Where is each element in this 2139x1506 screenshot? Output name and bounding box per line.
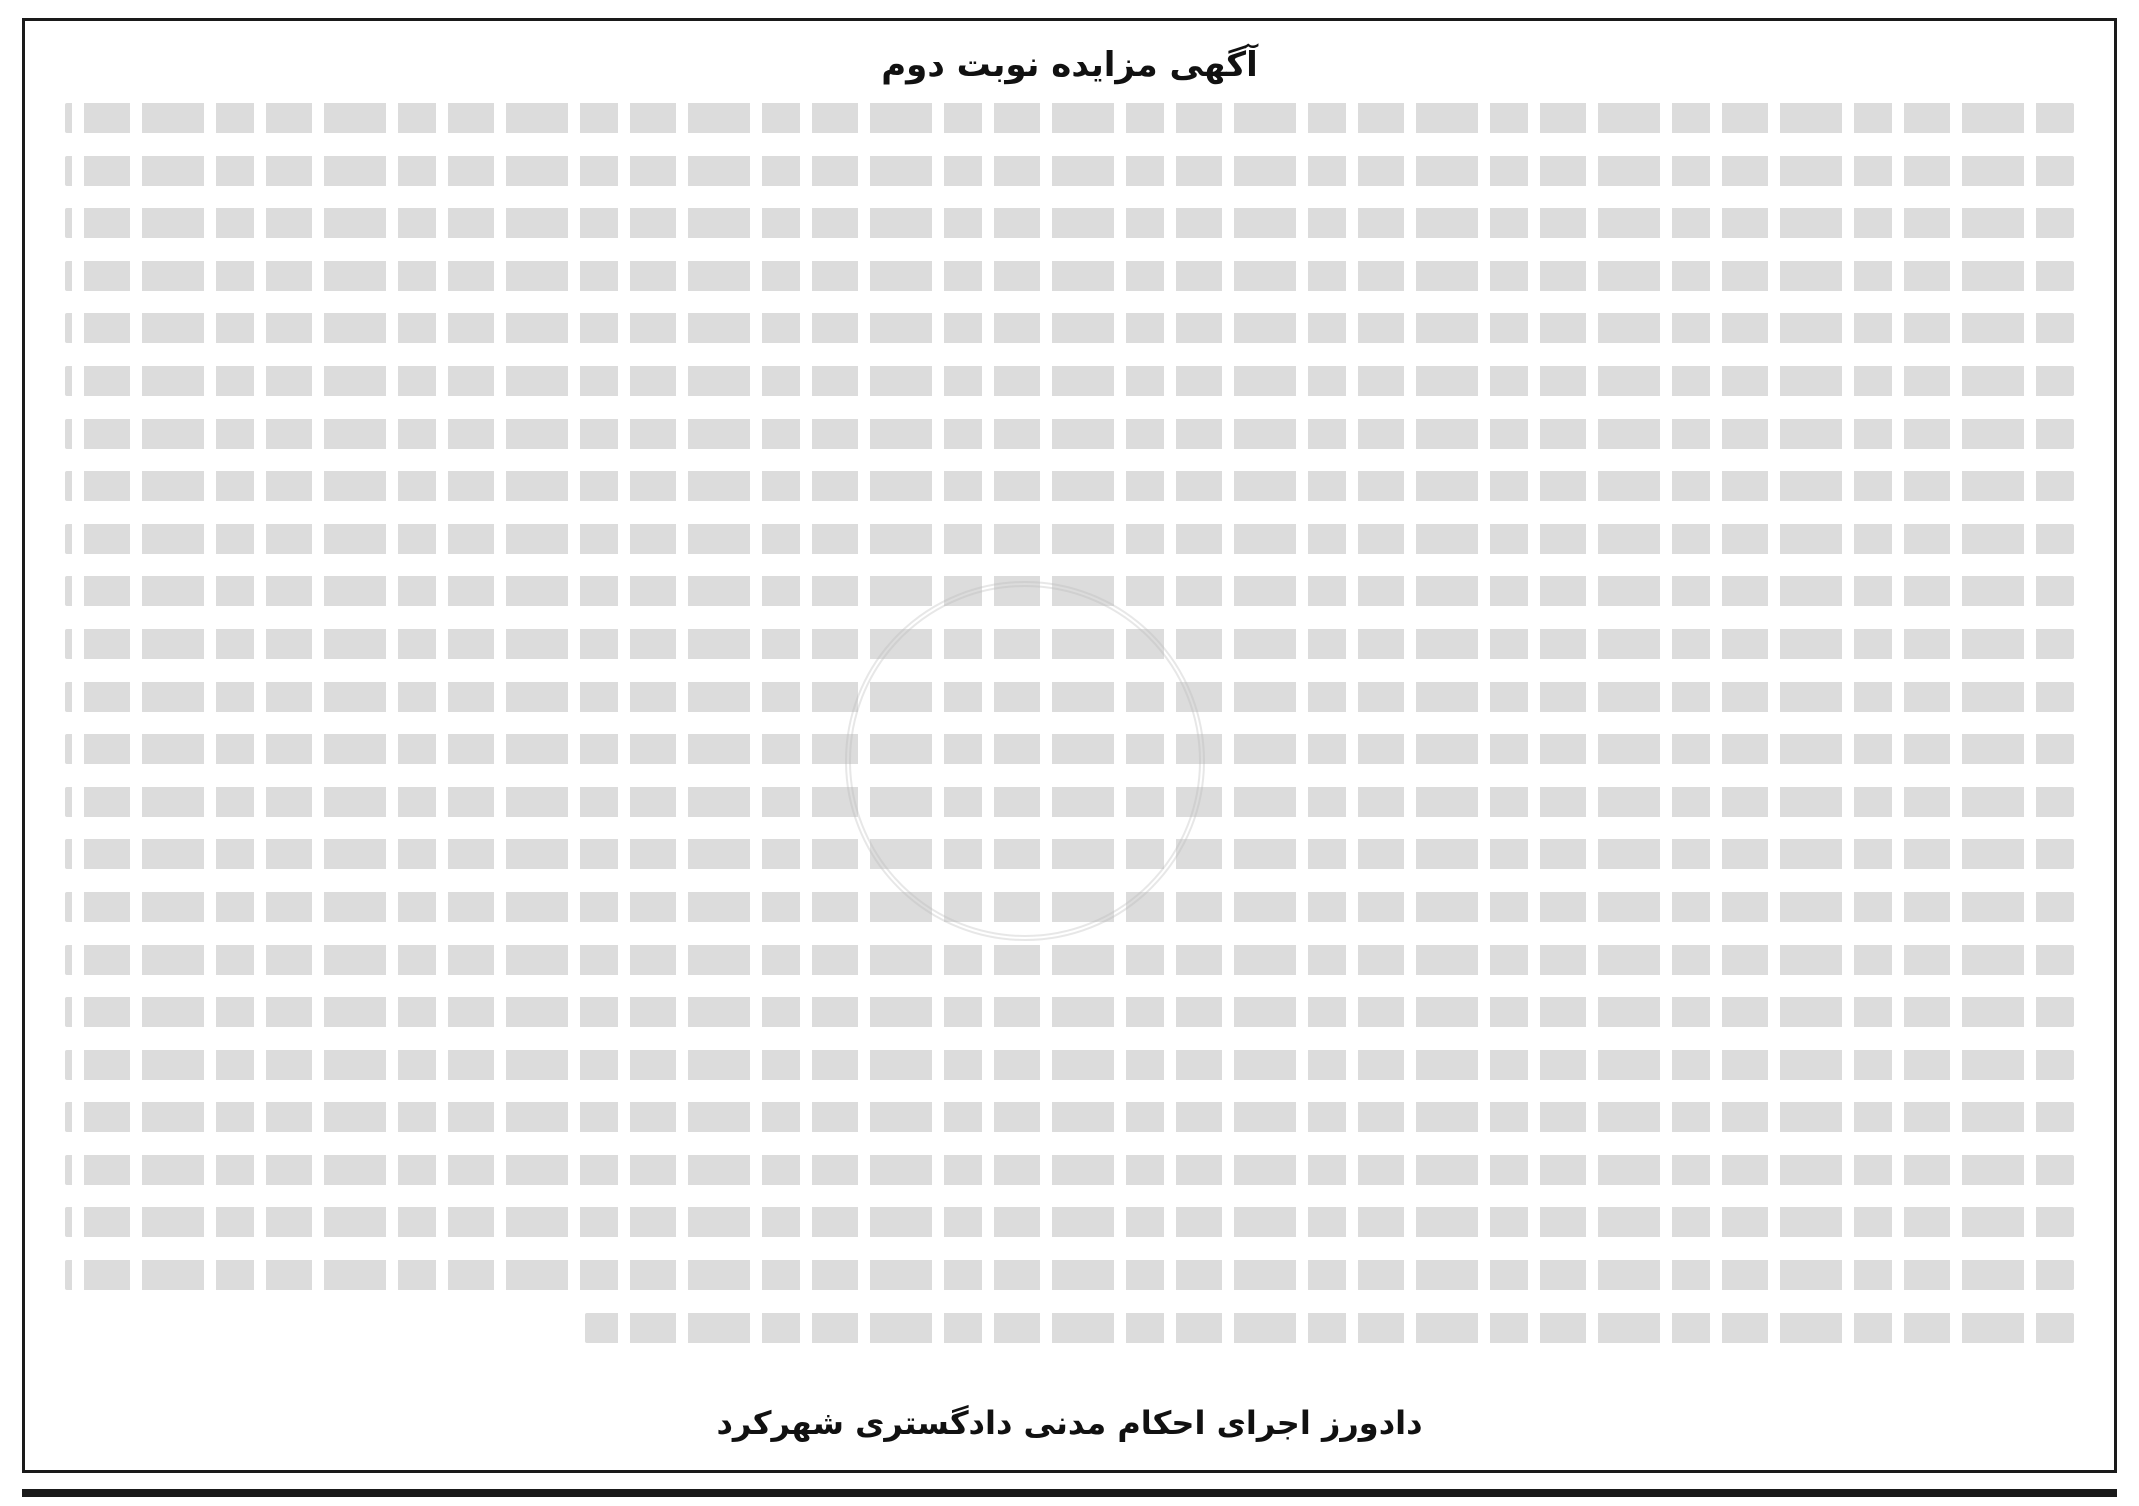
body-text-line (65, 1155, 2074, 1185)
body-text-line (65, 471, 2074, 501)
watermark-stamp (845, 581, 1205, 941)
notice-signature: دادورز اجرای احکام مدنی دادگستری شهرکرد (716, 1404, 1423, 1442)
body-text-line (65, 1207, 2074, 1237)
body-text-line (65, 313, 2074, 343)
body-text-line (65, 208, 2074, 238)
body-text-line (65, 103, 2074, 133)
notice-title: آگهی مزایده نوبت دوم (881, 45, 1258, 85)
body-text-line (65, 997, 2074, 1027)
body-text-line (65, 261, 2074, 291)
body-text-line (65, 366, 2074, 396)
body-text-line (65, 1050, 2074, 1080)
body-text-line (65, 945, 2074, 975)
bottom-divider (22, 1489, 2117, 1497)
auction-notice (22, 18, 2117, 1473)
body-text-line (585, 1313, 2074, 1343)
body-text-line (65, 156, 2074, 186)
body-text-line (65, 524, 2074, 554)
body-text-line (65, 1260, 2074, 1290)
body-text-line (65, 1102, 2074, 1132)
body-text-line (65, 419, 2074, 449)
